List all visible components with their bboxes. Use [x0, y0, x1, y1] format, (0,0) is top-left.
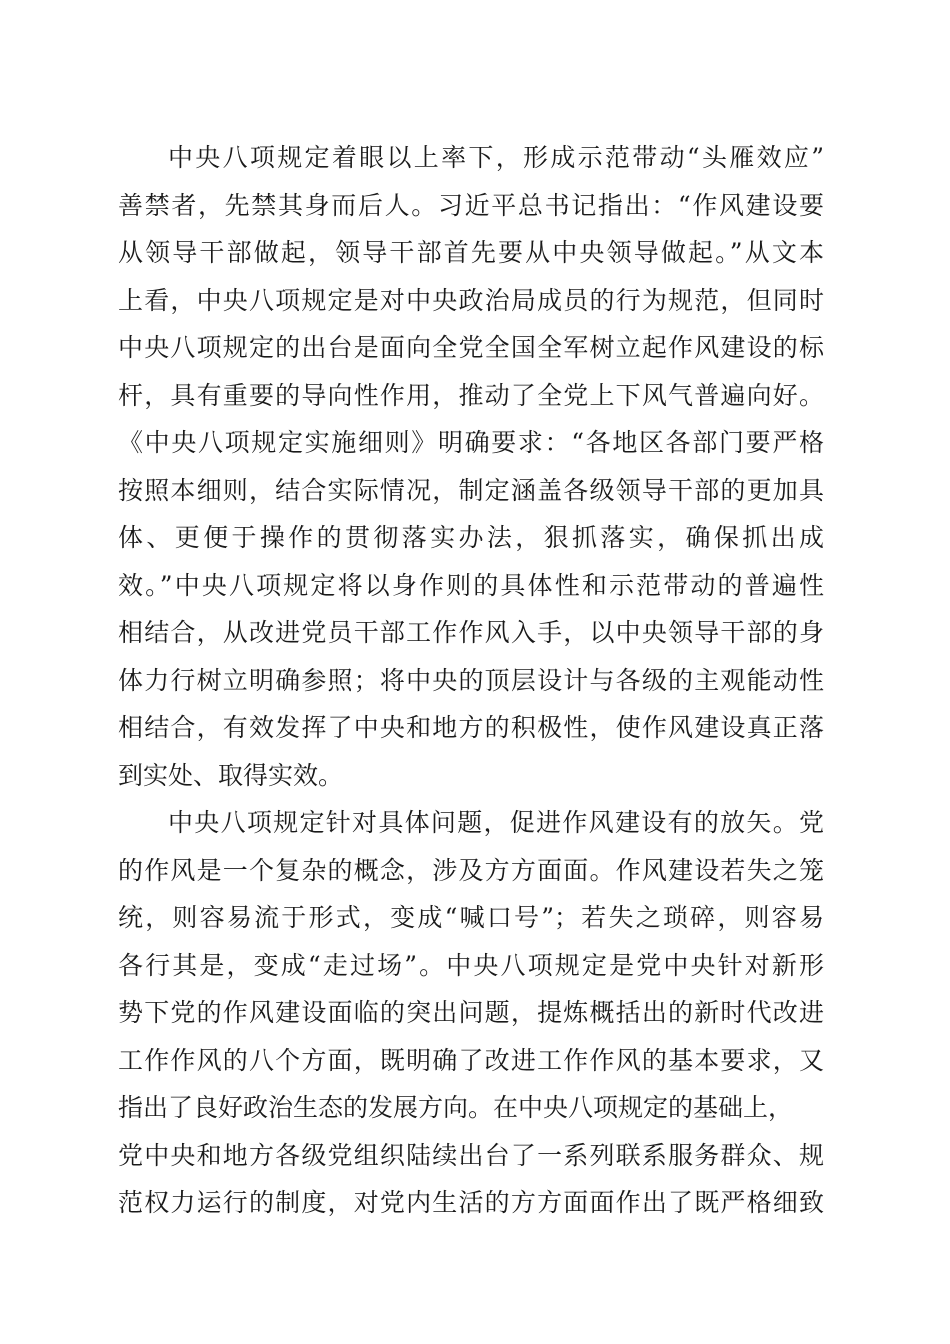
paragraph-1-line-8: 按照本细则，结合实际情况，制定涵盖各级领导干部的更加具: [118, 476, 824, 505]
paragraph-2-line-8: 党中央和地方各级党组织陆续出台了一系列联系服务群众、规: [118, 1141, 824, 1170]
paragraph-2-line-5: 势下党的作风建设面临的突出问题，提炼概括出的新时代改进: [118, 998, 824, 1027]
paragraph-2-line-4: 各行其是，变成“走过场”。中央八项规定是党中央针对新形: [118, 951, 824, 980]
paragraph-1-line-10: 效。”中央八项规定将以身作则的具体性和示范带动的普遍性: [118, 571, 824, 600]
paragraph-1-line-5: 中央八项规定的出台是面向全党全国全军树立起作风建设的标: [118, 333, 824, 362]
paragraph-1-line-3: 从领导干部做起，领导干部首先要从中央领导做起。”从文本: [118, 238, 824, 267]
paragraph-1-line-13: 相结合，有效发挥了中央和地方的积极性，使作风建设真正落: [118, 713, 824, 742]
paragraph-1-line-4: 上看，中央八项规定是对中央政治局成员的行为规范，但同时: [118, 286, 824, 315]
paragraph-2-line-3: 统，则容易流于形式，变成“喊口号”；若失之琐碎，则容易: [118, 903, 824, 932]
paragraph-2-line-2: 的作风是一个复杂的概念，涉及方方面面。作风建设若失之笼: [118, 856, 824, 885]
paragraph-2-line-1: 中央八项规定针对具体问题，促进作风建设有的放矢。党: [168, 808, 824, 837]
paragraph-2-line-7: 指出了良好政治生态的发展方向。在中央八项规定的基础上，: [118, 1093, 794, 1122]
paragraph-1-line-11: 相结合，从改进党员干部工作作风入手，以中央领导干部的身: [118, 618, 824, 647]
paragraph-1-line-12: 体力行树立明确参照；将中央的顶层设计与各级的主观能动性: [118, 666, 824, 695]
paragraph-1-line-9: 体、更便于操作的贯彻落实办法，狠抓落实，确保抓出成: [118, 523, 824, 552]
paragraph-1-line-2: 善禁者，先禁其身而后人。习近平总书记指出：“作风建设要: [118, 191, 824, 220]
paragraph-1-line-14: 到实处、取得实效。: [118, 761, 344, 790]
paragraph-2-line-6: 工作作风的八个方面，既明确了改进工作作风的基本要求，又: [118, 1046, 824, 1075]
paragraph-1-line-7: 《中央八项规定实施细则》明确要求：“各地区各部门要严格: [118, 428, 824, 457]
paragraph-1-line-6: 杆，具有重要的导向性作用，推动了全党上下风气普遍向好。: [118, 381, 824, 410]
paragraph-2-line-9: 范权力运行的制度，对党内生活的方方面面作出了既严格细致: [118, 1188, 824, 1217]
paragraph-1-line-1: 中央八项规定着眼以上率下，形成示范带动“头雁效应”: [168, 143, 824, 172]
